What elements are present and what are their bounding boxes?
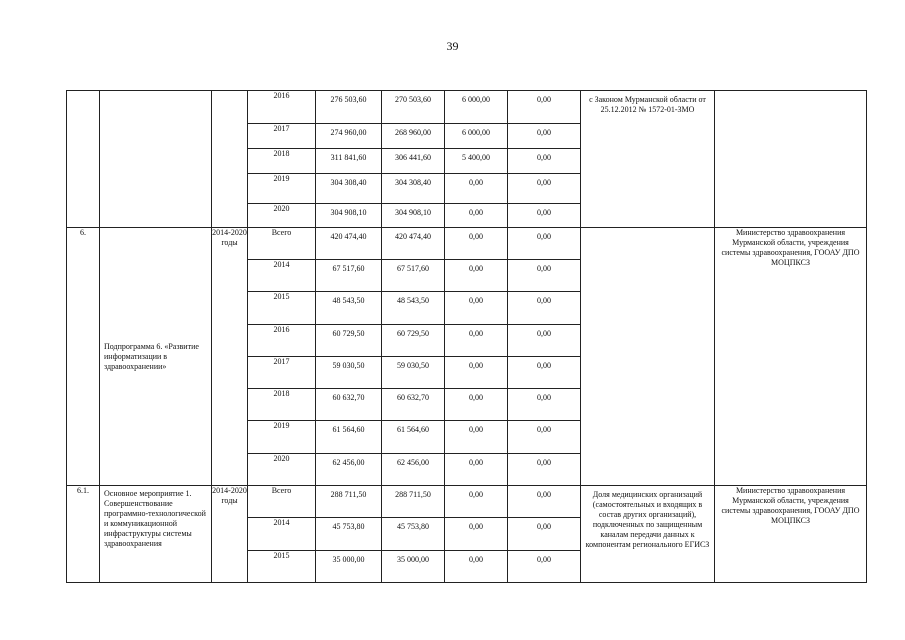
regional-cell: 59 030,50 — [382, 357, 445, 389]
total-cell: 420 474,40 — [316, 228, 382, 260]
index-cell: 6. — [67, 228, 100, 486]
year-cell: 2018 — [248, 389, 316, 421]
year-cell: 2019 — [248, 421, 316, 454]
total-cell: 67 517,60 — [316, 260, 382, 292]
table-row — [67, 228, 867, 260]
legal-note: с Законом Мурманской области от 25.12.2012 № 1572-01-ЗМО — [581, 91, 715, 228]
name-cell — [100, 91, 212, 228]
regional-cell: 420 474,40 — [382, 228, 445, 260]
regional-cell: 67 517,60 — [382, 260, 445, 292]
federal-cell: 0,00 — [445, 325, 508, 357]
federal-cell: 0,00 — [445, 204, 508, 228]
regional-cell: 304 908,10 — [382, 204, 445, 228]
federal-cell: 0,00 — [445, 518, 508, 551]
name-cell: Подпрограмма 6. «Развитие информатизации в здравоохранении» — [100, 228, 212, 486]
federal-cell: 6 000,00 — [445, 124, 508, 149]
other-cell: 0,00 — [508, 551, 581, 583]
total-cell: 304 308,40 — [316, 174, 382, 204]
other-cell: 0,00 — [508, 228, 581, 260]
federal-cell: 5 400,00 — [445, 149, 508, 174]
total-cell: 35 000,00 — [316, 551, 382, 583]
year-cell: 2020 — [248, 204, 316, 228]
regional-cell: 270 503,60 — [382, 91, 445, 124]
index-cell — [67, 91, 100, 228]
org-cell — [715, 91, 867, 228]
total-cell: 60 729,50 — [316, 325, 382, 357]
year-cell: 2018 — [248, 149, 316, 174]
total-cell: 276 503,60 — [316, 91, 382, 124]
other-cell: 0,00 — [508, 325, 581, 357]
other-cell: 0,00 — [508, 486, 581, 518]
period-cell: 2014-2020 годы — [212, 228, 248, 486]
total-cell: 311 841,60 — [316, 149, 382, 174]
total-cell: 60 632,70 — [316, 389, 382, 421]
other-cell: 0,00 — [508, 174, 581, 204]
year-cell: 2019 — [248, 174, 316, 204]
total-cell: 48 543,50 — [316, 292, 382, 325]
year-cell: 2015 — [248, 551, 316, 583]
name-cell: Основное мероприятие 1. Совершенствование программно-технологической и коммуникационной инфраструктуры системы здравоохранения — [100, 486, 212, 583]
other-cell: 0,00 — [508, 204, 581, 228]
regional-cell: 60 729,50 — [382, 325, 445, 357]
total-cell: 304 908,10 — [316, 204, 382, 228]
other-cell: 0,00 — [508, 357, 581, 389]
budget-table — [66, 90, 867, 583]
federal-cell: 0,00 — [445, 551, 508, 583]
year-cell: 2014 — [248, 260, 316, 292]
other-cell: 0,00 — [508, 518, 581, 551]
federal-cell: 6 000,00 — [445, 91, 508, 124]
other-cell: 0,00 — [508, 260, 581, 292]
federal-cell: 0,00 — [445, 260, 508, 292]
table-row — [67, 91, 867, 124]
year-cell: 2016 — [248, 91, 316, 124]
year-cell: 2015 — [248, 292, 316, 325]
other-cell: 0,00 — [508, 389, 581, 421]
regional-cell: 45 753,80 — [382, 518, 445, 551]
index-cell: 6.1. — [67, 486, 100, 583]
regional-cell: 35 000,00 — [382, 551, 445, 583]
year-cell: 2017 — [248, 357, 316, 389]
period-cell — [212, 91, 248, 228]
other-cell: 0,00 — [508, 292, 581, 325]
federal-cell: 0,00 — [445, 486, 508, 518]
year-cell: 2016 — [248, 325, 316, 357]
regional-cell: 60 632,70 — [382, 389, 445, 421]
year-cell: 2017 — [248, 124, 316, 149]
period-cell: 2014-2020 годы — [212, 486, 248, 583]
year-cell: 2014 — [248, 518, 316, 551]
regional-cell: 288 711,50 — [382, 486, 445, 518]
federal-cell: 0,00 — [445, 389, 508, 421]
regional-cell: 304 308,40 — [382, 174, 445, 204]
other-cell: 0,00 — [508, 421, 581, 454]
other-cell: 0,00 — [508, 454, 581, 486]
federal-cell: 0,00 — [445, 228, 508, 260]
total-cell: 45 753,80 — [316, 518, 382, 551]
regional-cell: 268 960,00 — [382, 124, 445, 149]
total-cell: 61 564,60 — [316, 421, 382, 454]
regional-cell: 306 441,60 — [382, 149, 445, 174]
year-cell: Всего — [248, 486, 316, 518]
federal-cell: 0,00 — [445, 454, 508, 486]
other-cell: 0,00 — [508, 124, 581, 149]
other-cell: 0,00 — [508, 91, 581, 124]
page-number: 39 — [446, 39, 459, 53]
federal-cell: 0,00 — [445, 292, 508, 325]
org-cell: Министерство здравоохранения Мурманской области, учреждения системы здравоохранения, ГООАУ ДПО МОЦПКСЗ — [715, 486, 867, 583]
total-cell: 274 960,00 — [316, 124, 382, 149]
regional-cell: 48 543,50 — [382, 292, 445, 325]
federal-cell: 0,00 — [445, 357, 508, 389]
total-cell: 288 711,50 — [316, 486, 382, 518]
federal-cell: 0,00 — [445, 174, 508, 204]
regional-cell: 61 564,60 — [382, 421, 445, 454]
table-row — [67, 486, 867, 518]
year-cell: Всего — [248, 228, 316, 260]
total-cell: 62 456,00 — [316, 454, 382, 486]
indicator-cell: Доля медицинских организаций (самостоятельных и входящих в состав других организаций), подключенных по защищенным каналам передачи данных к компонентам регионального ЕГИСЗ — [581, 486, 715, 583]
indicator-cell — [581, 228, 715, 486]
federal-cell: 0,00 — [445, 421, 508, 454]
year-cell: 2020 — [248, 454, 316, 486]
total-cell: 59 030,50 — [316, 357, 382, 389]
regional-cell: 62 456,00 — [382, 454, 445, 486]
other-cell: 0,00 — [508, 149, 581, 174]
org-cell: Министерство здравоохранения Мурманской области, учреждения системы здравоохранения, ГООАУ ДПО МОЦПКСЗ — [715, 228, 867, 486]
